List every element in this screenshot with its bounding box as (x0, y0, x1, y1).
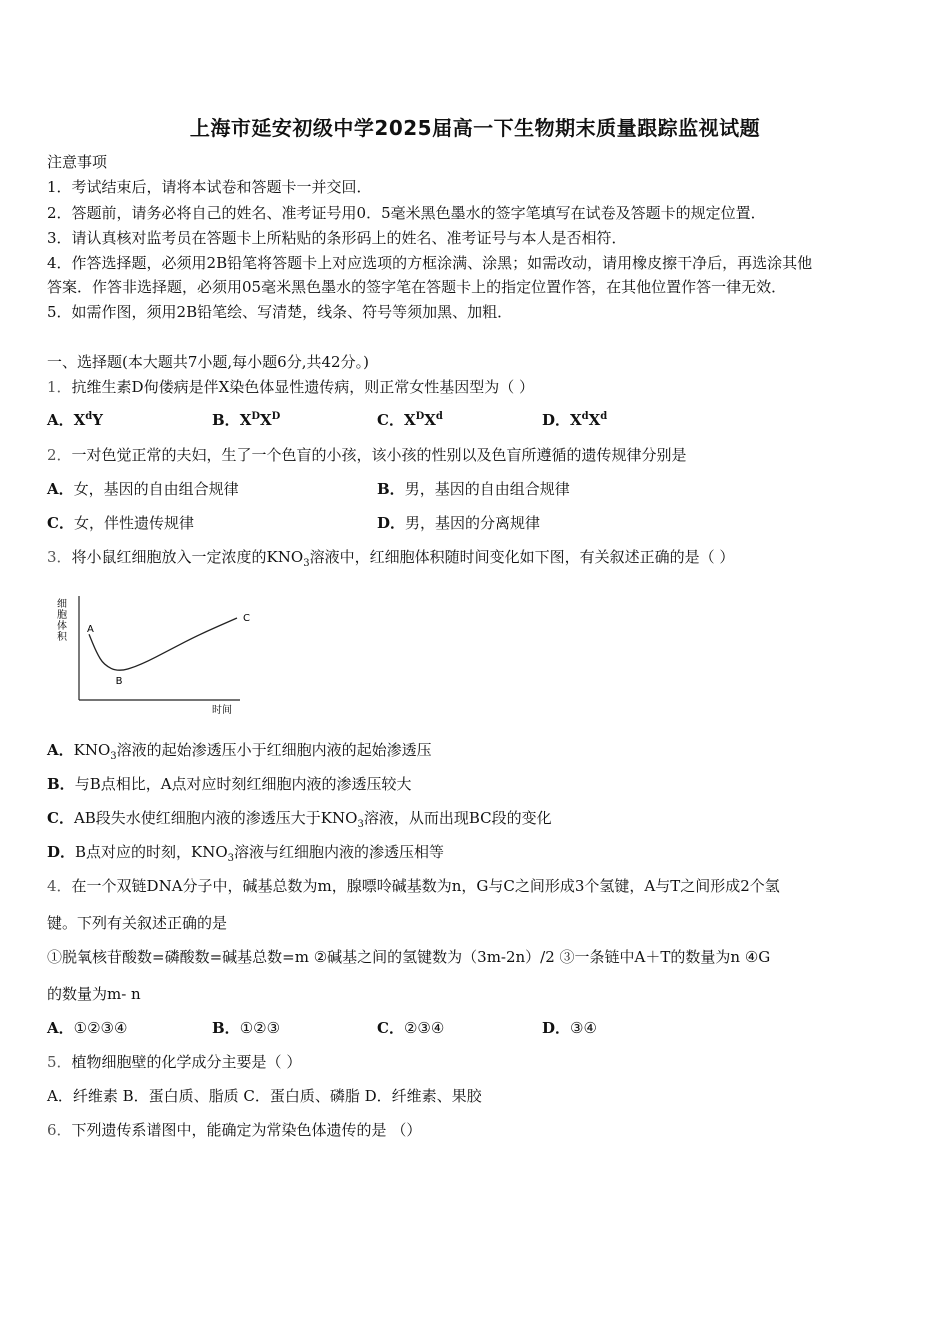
option-label: B． (377, 480, 405, 498)
allele: d (581, 411, 589, 422)
option-d[interactable] (377, 513, 540, 533)
option-label: B． (212, 411, 240, 429)
y-axis-label: 细胞体积 (54, 598, 66, 642)
option-label: B． (47, 775, 75, 793)
question-number: 1． (47, 378, 72, 396)
gene: X (403, 411, 416, 429)
question-number: 6． (47, 1121, 72, 1139)
x-axis-label: 时间 (212, 705, 232, 715)
question-stem: 溶液中，红细胞体积随时间变化如下图，有关叙述正确的是（ ） (309, 548, 735, 566)
option-a[interactable] (47, 410, 103, 430)
option-label: C． (377, 411, 404, 429)
page-title: 上海市延安初级中学2025届高一下生物期末质量跟踪监视试题 (189, 116, 761, 140)
notice-item: 答案．作答非选择题，必须用05毫米黑色墨水的签字笔在答题卡上的指定位置作答，在其他位置作答一律无效． (47, 278, 787, 296)
notice-item: 4．作答选择题，必须用2B铅笔将答题卡上对应选项的方框涂满、涂黑；如需改动，请用橡皮擦干净后，再选涂其他 (47, 254, 813, 272)
notice-item: 2．答题前，请务必将自己的姓名、准考证号用0．5毫米黑色墨水的签字笔填写在试卷及答题卡的规定位置． (47, 204, 766, 222)
option-text: KNO (73, 741, 111, 759)
point-label-a: A (87, 624, 94, 636)
allele: d (600, 411, 608, 422)
option-text: 溶液，从而出现BC段的变化 (363, 809, 552, 827)
notice-item: 3．请认真核对监考员在答题卡上所粘贴的条形码上的姓名、准考证号与本人是否相符． (47, 229, 627, 247)
question-stem: 抗维生素D佝偻病是伴X染色体显性遗传病，则正常女性基因型为（ ） (71, 378, 535, 396)
question-stem: 一对色觉正常的夫妇，生了一个色盲的小孩，该小孩的性别以及色盲所遵循的遗传规律分别是 (71, 446, 687, 464)
notice-item: 5．如需作图，须用2B铅笔绘、写清楚，线条、符号等须加黑、加粗． (47, 303, 513, 321)
option-text: 男，基因的自由组合规律 (404, 480, 570, 498)
question-stem: 下列遗传系谱图中，能确定为常染色体遗传的是 （） (71, 1121, 422, 1139)
point-label-b: B (115, 676, 123, 687)
cell-volume-chart (52, 590, 262, 715)
option-text: ①②③④ (73, 1019, 128, 1037)
allele: d (435, 411, 443, 422)
question-stem: 植物细胞壁的化学成分主要是（ ） (71, 1053, 302, 1071)
option-text: ③④ (570, 1019, 597, 1037)
option-label: A． (47, 480, 74, 498)
point-label-c: C (243, 613, 250, 624)
question-5 (47, 1052, 301, 1072)
option-label: D． (377, 514, 406, 532)
option-c[interactable] (47, 513, 194, 533)
option-text: 男，基因的分离规律 (405, 514, 541, 532)
option-c[interactable] (377, 410, 443, 430)
option-b[interactable] (212, 1018, 280, 1038)
option-text: 溶液的起始渗透压小于红细胞内液的起始渗透压 (116, 741, 432, 759)
subscript: 3 (227, 853, 235, 864)
question-2 (47, 445, 687, 465)
option-label: B． (212, 1019, 240, 1037)
volume-curve (89, 618, 237, 670)
question-3 (47, 547, 734, 567)
allele: d (85, 411, 93, 422)
option-label: A． (47, 411, 74, 429)
allele: D (271, 411, 281, 422)
option-d[interactable] (542, 1018, 597, 1038)
option-label: D． (47, 843, 76, 861)
question-5-options[interactable]: A．纤维素 B．蛋白质、脂质 C．蛋白质、磷脂 D．纤维素、果胶 (47, 1087, 482, 1105)
gene: X (570, 411, 582, 429)
question-4 (47, 876, 780, 896)
option-label: C． (47, 809, 74, 827)
option-label: D． (542, 411, 571, 429)
option-b[interactable] (377, 479, 570, 499)
option-a[interactable] (47, 740, 432, 760)
question-number: 5． (47, 1053, 72, 1071)
question-number: 2． (47, 446, 72, 464)
option-label: A． (47, 741, 74, 759)
subscript: 3 (110, 751, 117, 762)
allele: D (415, 411, 425, 422)
gene: X (239, 411, 252, 429)
option-b[interactable] (47, 774, 412, 794)
question-number: 3． (47, 548, 72, 566)
subscript: 3 (357, 819, 364, 830)
option-label: A． (47, 1019, 74, 1037)
option-label: C． (377, 1019, 404, 1037)
option-a[interactable] (47, 1018, 127, 1038)
option-a[interactable] (47, 479, 239, 499)
option-text: ②③④ (403, 1019, 445, 1037)
option-label: D． (542, 1019, 571, 1037)
question-6 (47, 1120, 421, 1140)
option-text: 女，基因的自由组合规律 (73, 480, 239, 498)
gene: Y (92, 411, 103, 429)
option-text: 溶液与红细胞内液的渗透压相等 (234, 843, 445, 861)
option-text: B点对应的时刻，KNO (75, 843, 228, 861)
question-1 (47, 377, 534, 397)
subscript: 3 (303, 558, 310, 569)
option-text: AB段失水使红细胞内液的渗透压大于KNO (73, 809, 358, 827)
question-4-line: ①脱氧核苷酸数=磷酸数=碱基总数=m ②碱基之间的氢键数为（3m-2n）/2 ③一条链中A＋T的数量为n ④G (47, 948, 771, 966)
option-c[interactable] (377, 1018, 444, 1038)
question-stem: 在一个双链DNA分子中，碱基总数为m，腺嘌呤碱基数为n，G与C之间形成3个氢键，A与T之间形成2个氢 (71, 877, 780, 895)
option-label: C． (47, 514, 74, 532)
question-stem: 将小鼠红细胞放入一定浓度的KNO (71, 548, 304, 566)
option-d[interactable] (542, 410, 607, 430)
allele: D (251, 411, 260, 422)
option-b[interactable] (212, 410, 280, 430)
option-c[interactable] (47, 808, 552, 828)
notice-heading: 注意事项 (47, 153, 108, 171)
notice-item: 1．考试结束后，请将本试卷和答题卡一并交回． (47, 178, 372, 196)
question-number: 4． (47, 877, 72, 895)
question-4-line: 键。下列有关叙述正确的是 (47, 914, 228, 932)
option-text: 与B点相比，A点对应时刻红细胞内液的渗透压较大 (74, 775, 412, 793)
option-text: 女，伴性遗传规律 (73, 514, 194, 532)
option-d[interactable] (47, 842, 444, 862)
gene: X (260, 411, 272, 429)
section-heading: 一、选择题(本大题共7小题,每小题6分,共42分。) (47, 353, 369, 371)
option-text: ①②③ (239, 1019, 281, 1037)
gene: X (73, 411, 86, 429)
question-4-line: 的数量为m- n (47, 985, 141, 1003)
gene: X (424, 411, 436, 429)
gene: X (588, 411, 601, 429)
